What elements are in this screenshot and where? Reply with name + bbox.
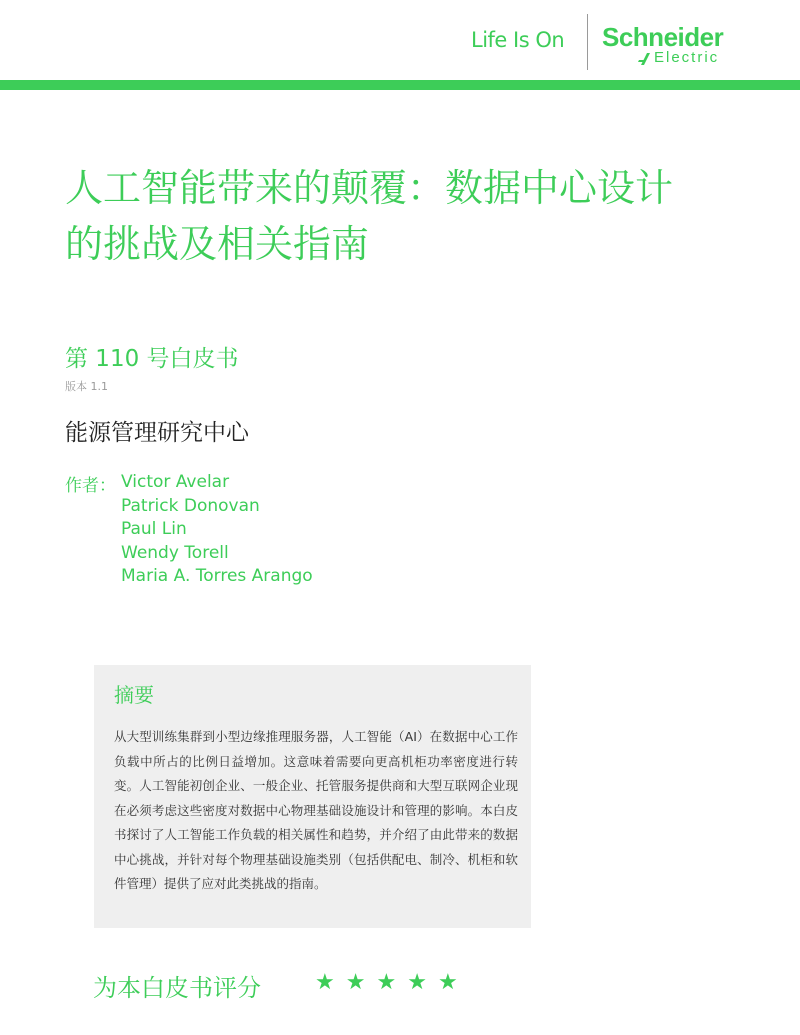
author-item: Maria A. Torres Arango — [121, 566, 313, 586]
star-4-icon[interactable]: ★ — [407, 970, 429, 995]
abstract-body: 从大型训练集群到小型边缘推理服务器，人工智能（AI）在数据中心工作负载中所占的比例日益增加。这意味着需要向更高机柜功率密度进行转变。人工智能初创企业、一般企业、托管服务提供商和大型互联网企业现在必须考虑这些密度对数据中心物理基础设施设计和管理的影响。本白皮书探讨了人工智能工作负载的相关属性和趋势，并介绍了由此带来的数据中心挑战，并针对每个物理基础设施类别（包括供配电、制冷、机柜和软件管理）提供了应对此类挑战的指南。 — [114, 729, 518, 891]
author-item: Victor Avelar — [121, 472, 230, 492]
author-item: Patrick Donovan — [121, 495, 260, 516]
life-is-on-tagline — [471, 28, 564, 52]
authors-list — [121, 471, 313, 589]
title-line-2: 的挑战及相关指南 — [65, 222, 370, 266]
star-3-icon[interactable]: ★ — [376, 970, 399, 995]
document-title — [65, 160, 765, 272]
version-label: 版本 1.1 — [65, 380, 108, 393]
title-line-1: 人工智能带来的颠覆：数据中心设计 — [65, 166, 674, 210]
star-5-icon[interactable]: ★ — [437, 970, 460, 995]
white-paper-number: 第 110 号白皮书 — [65, 346, 239, 372]
schneider-electric-logo[interactable] — [602, 22, 752, 72]
star-1-icon[interactable]: ★ — [315, 970, 337, 995]
abstract-box — [94, 665, 531, 928]
header-divider — [587, 14, 588, 70]
page-header — [0, 0, 800, 80]
header-accent-bar — [0, 80, 800, 90]
brand-sub: Electric — [654, 49, 720, 66]
authors-label: 作者： — [65, 476, 116, 496]
star-rating[interactable] — [315, 970, 460, 995]
brand-mark-icon — [638, 52, 652, 66]
tagline-prefix: Life Is — [471, 28, 536, 52]
abstract-heading: 摘要 — [114, 683, 154, 707]
author-item: Wendy Torell — [121, 542, 229, 563]
star-2-icon[interactable]: ★ — [345, 970, 368, 995]
department-name: 能源管理研究中心 — [65, 420, 249, 446]
rate-paper-label: 为本白皮书评分 — [93, 974, 261, 1002]
tagline-on: On — [535, 28, 565, 52]
author-item: Paul Lin — [121, 519, 187, 539]
brand-name: Schneider — [602, 22, 724, 52]
